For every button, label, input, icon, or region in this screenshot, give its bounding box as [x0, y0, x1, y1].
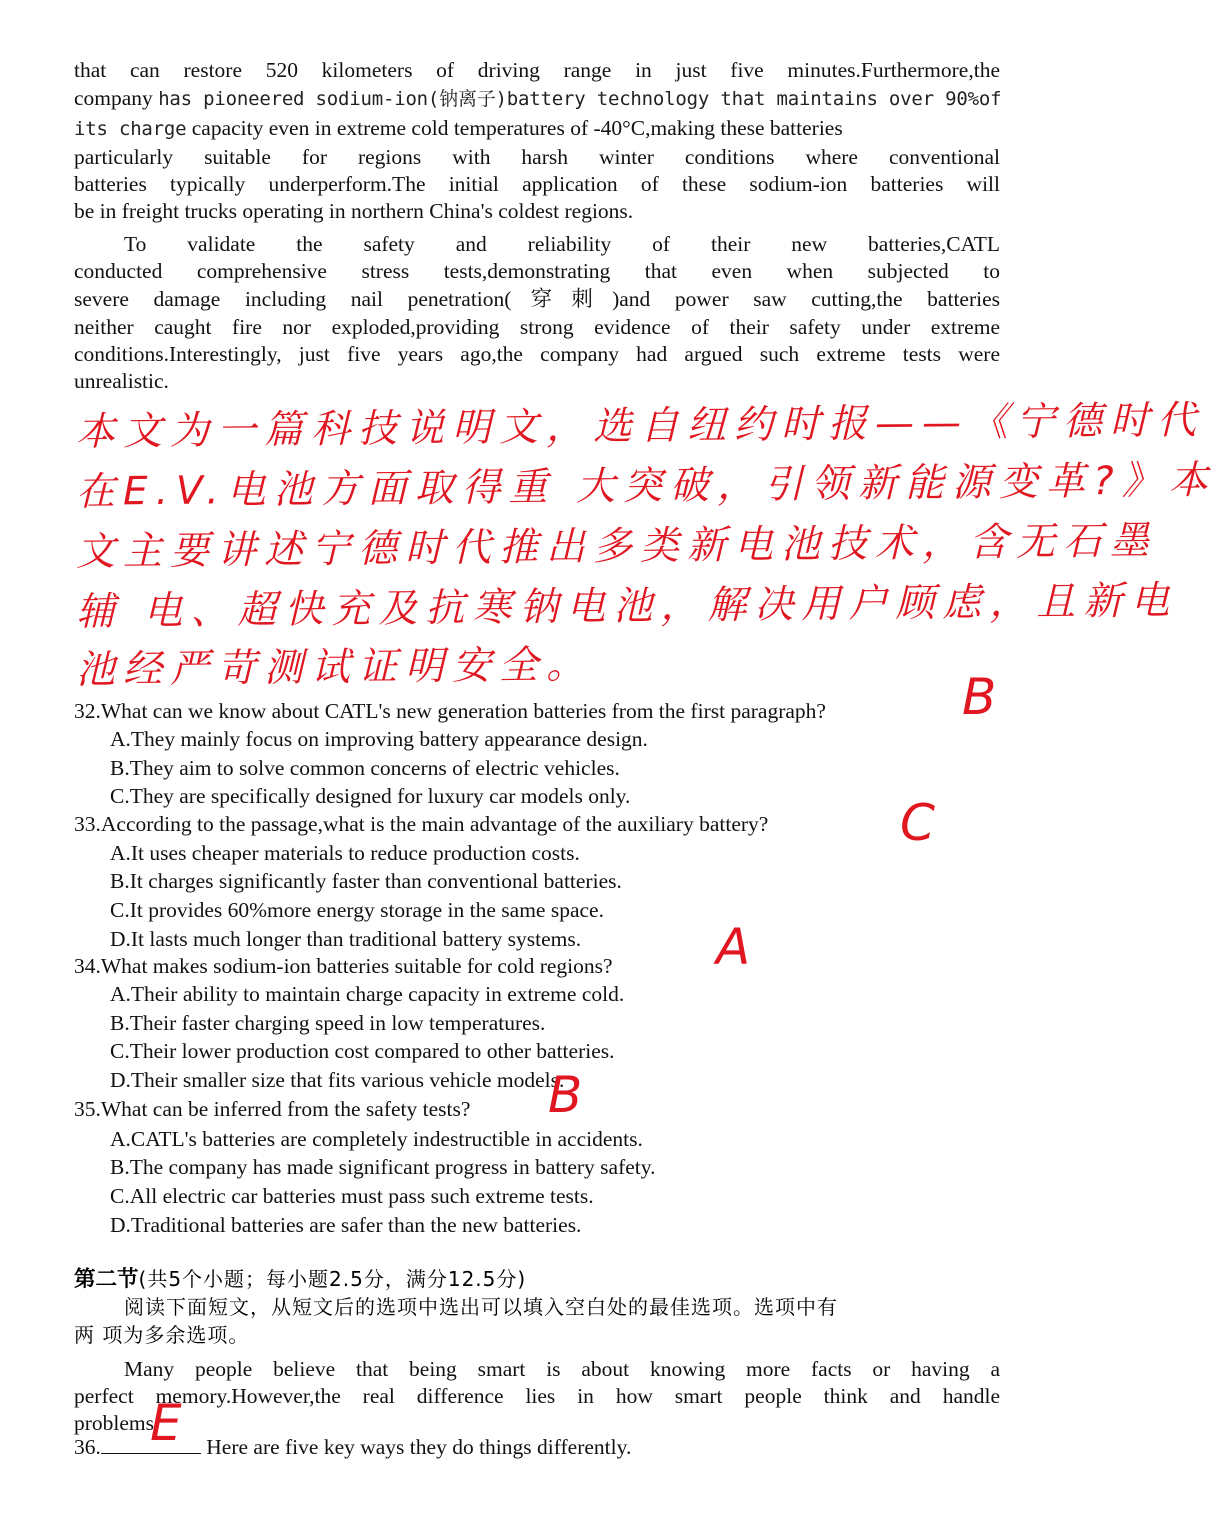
question-text: Here are five key ways they do things differently. [206, 1435, 632, 1459]
question-stem: 32.What can we know about CATL's new generation batteries from the first paragraph? [74, 699, 826, 723]
section-scoring: (共5个小题；每小题2.5分，满分12.5分) [138, 1267, 527, 1291]
question-option: C.All electric car batteries must pass such extreme tests. [110, 1184, 594, 1208]
handwritten-answer-mark: E [150, 1394, 182, 1452]
passage-line: particularly suitable for regions with harsh winter conditions where conventional [74, 145, 1000, 169]
question-option: A.It uses cheaper materials to reduce production costs. [110, 841, 580, 865]
passage-line: problems. [74, 1411, 160, 1435]
handwritten-answer-mark: A [716, 918, 751, 976]
handwritten-answer-mark: B [962, 668, 997, 726]
passage-line: unrealistic. [74, 369, 169, 393]
question-option: B.Their faster charging speed in low temperatures. [110, 1011, 546, 1035]
passage-line [74, 84, 1000, 113]
question-option: C.Their lower production cost compared to other batteries. [110, 1039, 615, 1063]
handwritten-note-line: 池经严苛测试证明安全。 [75, 642, 594, 693]
question-number: 36. [74, 1435, 101, 1459]
passage-line: batteries typically underperform.The initial application of these sodium-ion batteries will [74, 172, 1000, 196]
passage-line: conducted comprehensive stress tests,demonstrating that even when subjected to [74, 259, 1000, 283]
passage-text: has pioneered sodium-ion(钠离子)battery technology that maintains over 90%of [158, 88, 1002, 110]
question-option: D.Traditional batteries are safer than the new batteries. [110, 1213, 582, 1237]
passage-line: Many people believe that being smart is about knowing more facts or having a [124, 1357, 1000, 1381]
question-option: D.Their smaller size that fits various vehicle models. [110, 1068, 565, 1092]
passage-line: be in freight trucks operating in northern China's coldest regions. [74, 199, 634, 223]
question-stem: 34.What makes sodium-ion batteries suitable for cold regions? [74, 954, 613, 978]
question-option: C.It provides 60%more energy storage in the same space. [110, 898, 604, 922]
question-option: A.CATL's batteries are completely indestructible in accidents. [110, 1127, 643, 1151]
question-option: C.They are specifically designed for luxury car models only. [110, 784, 631, 808]
handwritten-note-line: 本文为一篇科技说明文，选自纽约时报——《宁德时代 [75, 398, 1205, 455]
handwritten-note-line: 辅 电、超快充及抗寒钠电池，解决用户顾虑，且新电 [75, 578, 1178, 635]
handwritten-answer-mark: C [900, 794, 935, 852]
section-heading [74, 1265, 1000, 1294]
passage-text: its charge [74, 118, 187, 140]
passage-text: capacity even in extreme cold temperatures of -40°C,making these batteries [191, 116, 843, 140]
question-option: A.Their ability to maintain charge capacity in extreme cold. [110, 982, 625, 1006]
passage-line: severe damage including nail penetration(穿刺)and power saw cutting,the batteries [74, 287, 1000, 311]
question-option: B.The company has made significant progress in battery safety. [110, 1155, 656, 1179]
section-title: 第二节 [74, 1267, 139, 1292]
passage-line: conditions.Interestingly, just five years ago,the company had argued such extreme tests were [74, 342, 1000, 366]
passage-line [74, 114, 1000, 143]
handwritten-note-line: 在E.V.电池方面取得重 大突破，引领新能源变革?》本 [75, 457, 1216, 515]
handwritten-note-line: 文主要讲述宁德时代推出多类新电池技术，含无石墨 [75, 518, 1158, 575]
section-instruction: 阅读下面短文，从短文后的选项中选出可以填入空白处的最佳选项。选项中有 [124, 1295, 838, 1319]
question-stem: 33.According to the passage,what is the main advantage of the auxiliary battery? [74, 812, 769, 836]
handwritten-answer-mark: B [548, 1066, 583, 1124]
passage-line: perfect memory.However,the real difference lies in how smart people think and handle [74, 1384, 1000, 1408]
question-option: B.They aim to solve common concerns of electric vehicles. [110, 756, 620, 780]
question-stem: 35.What can be inferred from the safety tests? [74, 1097, 471, 1121]
question-option: A.They mainly focus on improving battery appearance design. [110, 727, 648, 751]
passage-line: To validate the safety and reliability of their new batteries,CATL [124, 232, 1000, 256]
section-instruction: 两 项为多余选项。 [74, 1323, 250, 1347]
question-36 [74, 1433, 1000, 1461]
question-option: D.It lasts much longer than traditional battery systems. [110, 927, 582, 951]
question-option: B.It charges significantly faster than conventional batteries. [110, 869, 622, 893]
passage-line: neither caught fire nor exploded,providing strong evidence of their safety under extreme [74, 315, 1000, 339]
passage-line: that can restore 520 kilometers of driving range in just five minutes.Furthermore,the [74, 58, 1000, 82]
passage-text: company [74, 86, 153, 110]
